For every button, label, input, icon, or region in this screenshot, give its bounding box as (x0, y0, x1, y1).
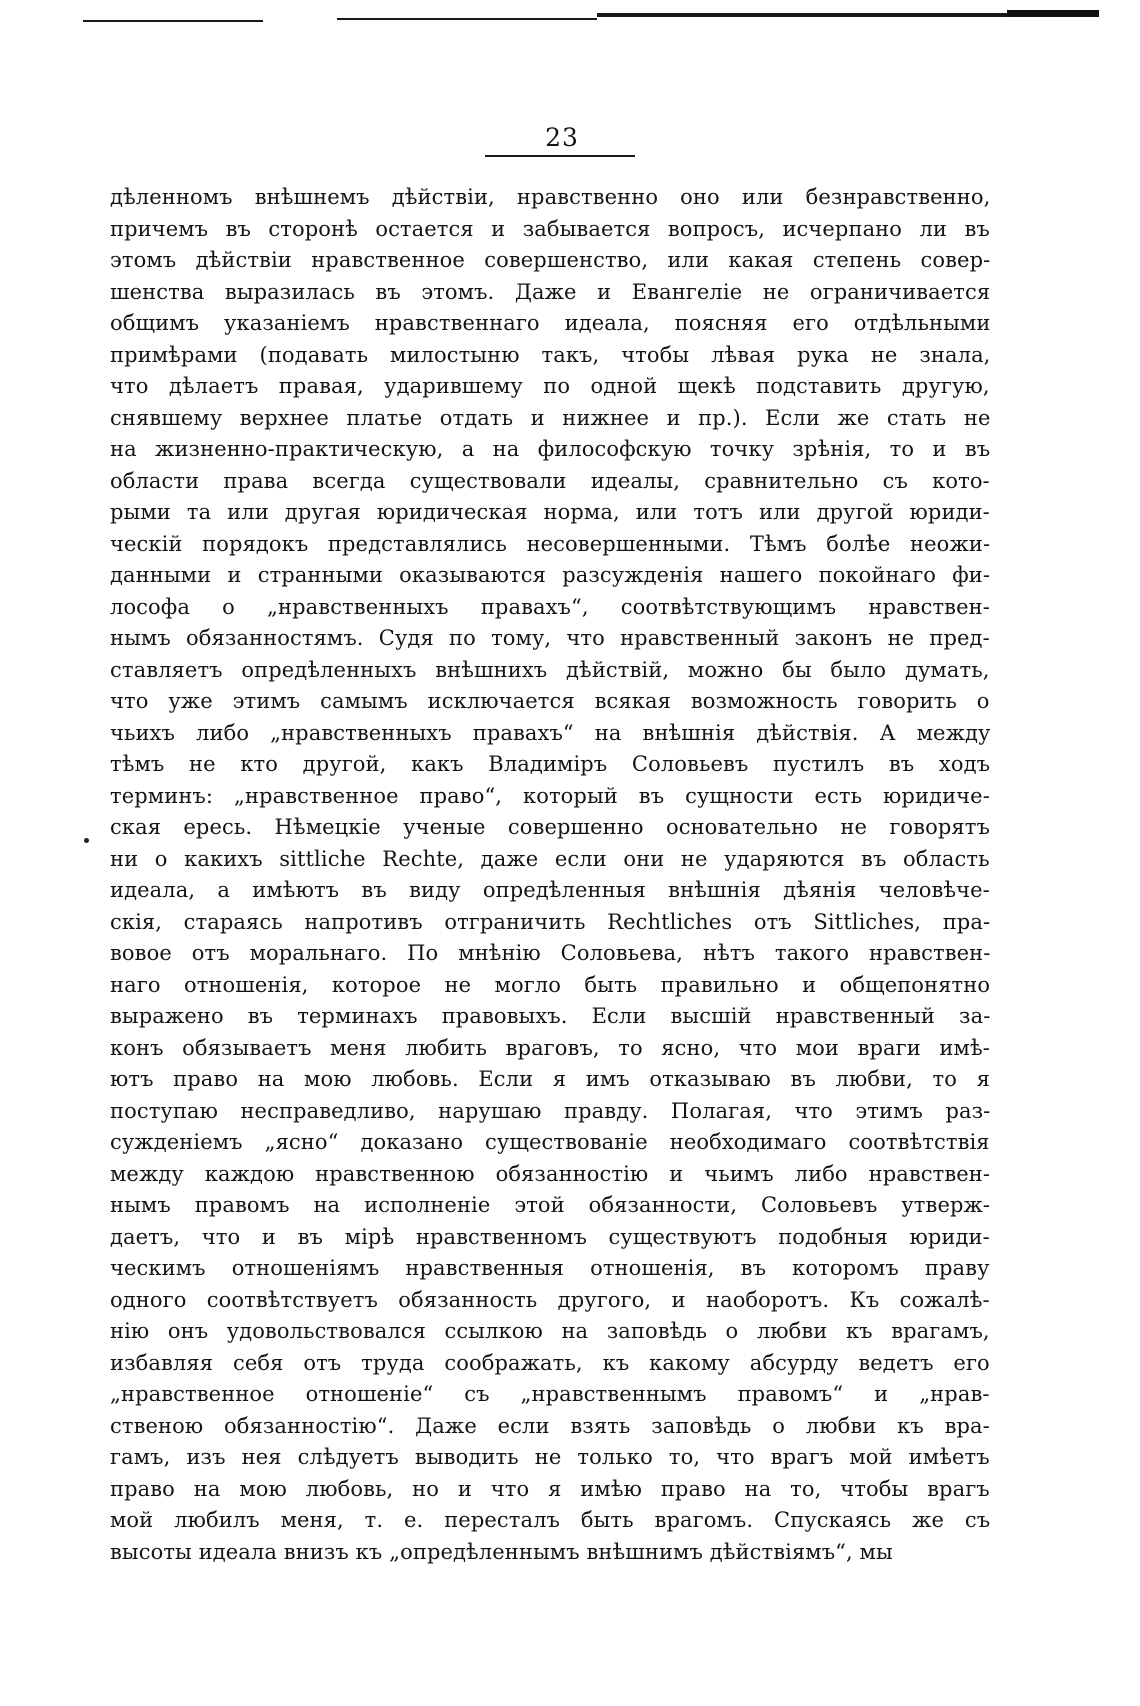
text-line: снявшему верхнее платье отдать и нижнее и пр.). Если же стать не (110, 405, 991, 430)
text-line: этомъ дѣйствіи нравственное совершенство, или какая степень совер- (110, 248, 991, 272)
text-line: ставляетъ опредѣленныхъ внѣшнихъ дѣйствій, можно бы было думать, (110, 657, 990, 682)
text-line: ческій порядокъ представлялись несовершенными. Тѣмъ болѣе неожи- (110, 531, 991, 556)
text-line: лософа о „нравственныхъ правахъ“, соотвѣтствующимъ нравствен- (110, 594, 990, 619)
text-line: „нравственное отношеніе“ съ „нравственнымъ правомъ“ и „нрав- (110, 1382, 990, 1406)
text-line: право на мою любовь, но и что я имѣю право на то, чтобы врагъ (110, 1476, 990, 1501)
text-line: примѣрами (подавать милостыню такъ, чтобы лѣвая рука не знала, (110, 342, 991, 367)
text-line: рыми та или другая юридическая норма, или тотъ или другой юриди- (110, 500, 990, 524)
top-rule-segment (83, 20, 263, 22)
text-line: вовое отъ моральнаго. По мнѣнію Соловьева, нѣтъ такого нравствен- (110, 941, 991, 965)
margin-mark (84, 838, 89, 843)
text-line: ственою обязанностію“. Даже если взять заповѣдь о любви къ вра- (110, 1413, 990, 1438)
text-line: чьихъ либо „нравственныхъ правахъ“ на внѣшнія дѣйствія. А между (110, 720, 991, 745)
top-rule-segment (1007, 10, 1099, 17)
text-line: ская ересь. Нѣмецкіе ученые совершенно основательно не говорятъ (110, 815, 990, 839)
text-line: ютъ право на мою любовь. Если я имъ отказываю въ любви, то я (110, 1067, 990, 1091)
text-line: что уже этимъ самымъ исключается всякая возможность говорить о (110, 689, 990, 713)
text-line: гамъ, изъ нея слѣдуетъ выводить не только то, что врагъ мой имѣетъ (110, 1445, 990, 1469)
text-line: общимъ указаніемъ нравственнаго идеала, поясняя его отдѣльными (110, 311, 991, 335)
text-line: высоты идеала внизъ къ „опредѣленнымъ внѣшнимъ дѣйствіямъ“, мы (110, 1539, 893, 1564)
top-rule-segment (597, 13, 1007, 17)
top-rule-segment (337, 18, 597, 20)
text-line: даетъ, что и въ мірѣ нравственномъ существуютъ подобныя юриди- (110, 1224, 990, 1249)
text-line: что дѣлаетъ правая, ударившему по одной щекѣ подставить другую, (110, 374, 990, 398)
text-line: ческимъ отношеніямъ нравственныя отношенія, въ которомъ праву (110, 1256, 990, 1280)
text-line: наго отношенія, которое не могло быть правильно и общепонятно (110, 972, 991, 997)
text-line: тѣмъ не кто другой, какъ Владиміръ Соловьевъ пустилъ въ ходъ (110, 752, 991, 776)
page-number-underline (485, 155, 635, 157)
body-text (110, 182, 990, 1568)
text-line: нымъ правомъ на исполненіе этой обязанности, Соловьевъ утверж- (110, 1193, 991, 1217)
text-line: шенства выразилась въ этомъ. Даже и Евангеліе не ограничивается (110, 279, 991, 304)
text-line: поступаю несправедливо, нарушаю правду. Полагая, что этимъ раз- (110, 1098, 991, 1123)
text-line: выражено въ терминахъ правовыхъ. Если высшій нравственный за- (110, 1004, 991, 1028)
text-line: скія, стараясь напротивъ отграничить Rechtliches отъ Sittliches, пра- (110, 909, 991, 934)
page-number: 23 (545, 123, 579, 152)
text-line: дѣленномъ внѣшнемъ дѣйствіи, нравственно оно или безнравственно, (110, 185, 991, 209)
text-line: одного соотвѣтствуетъ обязанность другого, и наоборотъ. Къ сожалѣ- (110, 1287, 990, 1312)
text-line: нію онъ удовольствовался ссылкою на заповѣдь о любви къ врагамъ, (110, 1319, 990, 1343)
text-line: области права всегда существовали идеалы, сравнительно съ кото- (110, 468, 990, 493)
text-line: причемъ въ сторонѣ остается и забывается вопросъ, исчерпано ли въ (110, 216, 990, 241)
text-line: конъ обязываетъ меня любить враговъ, то ясно, что мои враги имѣ- (110, 1035, 990, 1060)
text-line: сужденіемъ „ясно“ доказано существованіе необходимаго соотвѣтствія (110, 1130, 990, 1154)
text-line: на жизненно-практическую, а на философскую точку зрѣнія, то и въ (110, 437, 991, 461)
text-line: нымъ обязанностямъ. Судя по тому, что нравственный законъ не пред- (110, 626, 990, 650)
text-line: данными и странными оказываются разсужденія нашего покойнаго фи- (110, 563, 991, 587)
text-line: избавляя себя отъ труда соображать, къ какому абсурду ведетъ его (110, 1350, 990, 1375)
text-line: между каждою нравственною обязанностію и чьимъ либо нравствен- (110, 1161, 991, 1186)
text-line: идеала, а имѣютъ въ виду опредѣленныя внѣшнія дѣянія человѣче- (110, 878, 990, 902)
text-line: мой любилъ меня, т. е. пересталъ быть врагомъ. Спускаясь же съ (110, 1508, 991, 1532)
text-line: терминъ: „нравственное право“, который въ сущности есть юридиче- (110, 783, 990, 808)
text-line: ни о какихъ sittliche Rechte, даже если они не ударяются въ область (110, 846, 990, 871)
